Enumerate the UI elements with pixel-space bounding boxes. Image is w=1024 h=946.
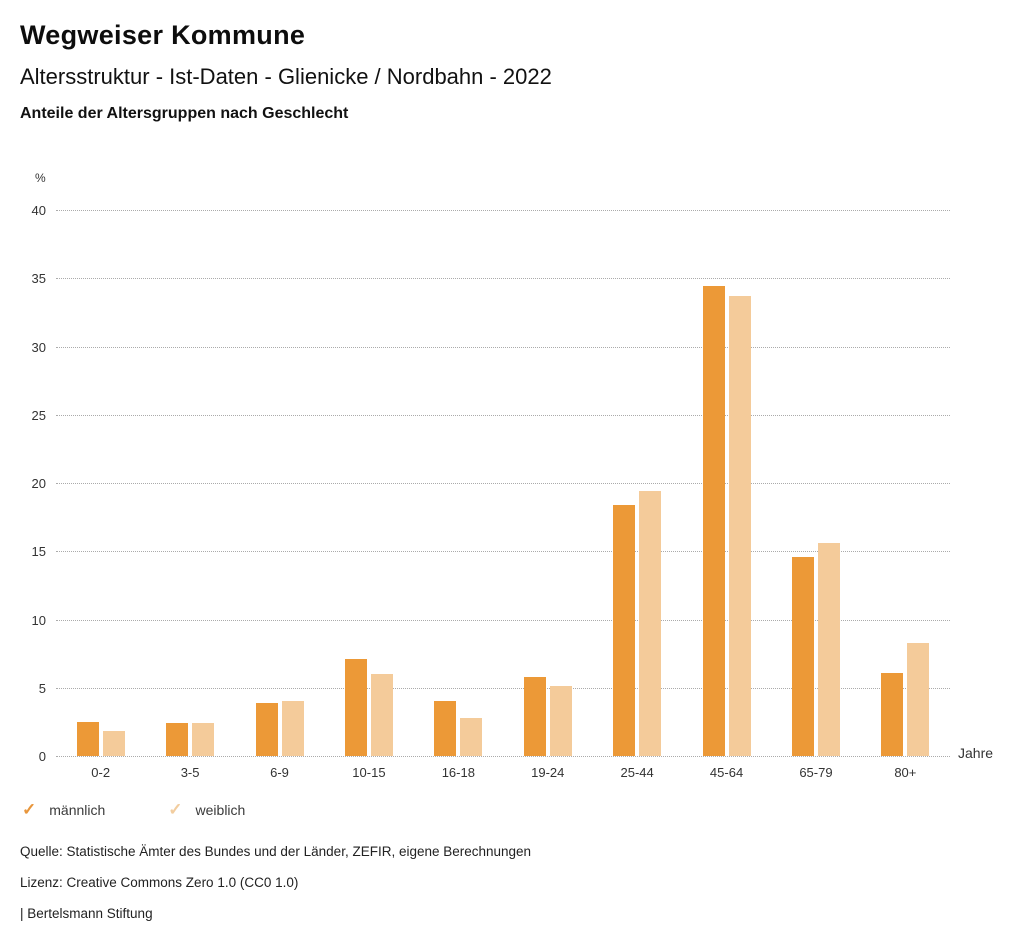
page-title: Wegweiser Kommune bbox=[20, 20, 306, 50]
bar-männlich-10-15[interactable] bbox=[345, 659, 367, 756]
bar-group-0-2 bbox=[56, 210, 145, 780]
gridline-0 bbox=[38, 748, 950, 764]
y-axis-unit-label: % bbox=[35, 171, 46, 185]
bar-group-3-5 bbox=[145, 210, 234, 780]
bar-weiblich-3-5[interactable] bbox=[192, 723, 214, 756]
bar-chart-plot-area bbox=[31, 202, 950, 780]
bar-weiblich-0-2[interactable] bbox=[103, 731, 125, 756]
bar-group-80+ bbox=[861, 210, 950, 780]
bar-männlich-16-18[interactable] bbox=[434, 701, 456, 756]
y-tick-label-5: 5 bbox=[38, 680, 46, 696]
legend-item-weiblich[interactable] bbox=[168, 801, 245, 818]
x-tick-label-10-15: 10-15 bbox=[352, 765, 386, 780]
x-axis-unit-label: Jahre bbox=[958, 745, 994, 761]
legend bbox=[22, 801, 245, 818]
y-tick-label-25: 25 bbox=[31, 407, 46, 423]
bar-weiblich-25-44[interactable] bbox=[639, 491, 661, 756]
bar-männlich-6-9[interactable] bbox=[256, 703, 278, 756]
check-icon: ✓ bbox=[22, 800, 37, 819]
x-tick-label-19-24: 19-24 bbox=[531, 765, 565, 780]
x-tick-label-3-5: 3-5 bbox=[180, 765, 200, 780]
check-icon: ✓ bbox=[168, 800, 183, 819]
bar-group-16-18 bbox=[414, 210, 503, 780]
y-tick-label-10: 10 bbox=[31, 612, 46, 628]
y-tick-label-35: 35 bbox=[31, 271, 46, 286]
bar-männlich-65-79[interactable] bbox=[792, 557, 814, 756]
legend-item-männlich[interactable] bbox=[22, 801, 105, 818]
bar-group-10-15 bbox=[324, 210, 413, 780]
bar-männlich-19-24[interactable] bbox=[524, 677, 546, 756]
y-tick-label-40: 40 bbox=[31, 202, 46, 218]
bar-weiblich-65-79[interactable] bbox=[818, 543, 840, 756]
bar-weiblich-45-64[interactable] bbox=[729, 296, 751, 756]
bar-groups bbox=[56, 210, 950, 780]
bar-group-45-64 bbox=[682, 210, 771, 780]
y-tick-label-20: 20 bbox=[31, 475, 46, 491]
x-tick-label-65-79: 65-79 bbox=[799, 765, 833, 780]
chart-subheading: Anteile der Altersgruppen nach Geschlecht bbox=[20, 105, 349, 122]
bar-group-65-79 bbox=[771, 210, 860, 780]
y-tick-label-15: 15 bbox=[31, 544, 46, 559]
y-tick-label-0: 0 bbox=[38, 748, 46, 764]
chart-subtitle: Altersstruktur - Ist-Daten - Glienicke / Nordbahn - 2022 bbox=[20, 64, 552, 89]
bar-group-25-44 bbox=[592, 210, 681, 780]
x-tick-label-80+: 80+ bbox=[894, 765, 917, 780]
bar-group-19-24 bbox=[503, 210, 592, 780]
x-tick-label-45-64: 45-64 bbox=[709, 765, 744, 780]
bar-männlich-80+[interactable] bbox=[881, 673, 903, 756]
bar-männlich-0-2[interactable] bbox=[77, 722, 99, 756]
bar-männlich-45-64[interactable] bbox=[703, 286, 725, 756]
y-tick-label-30: 30 bbox=[31, 339, 46, 355]
x-tick-label-16-18: 16-18 bbox=[441, 765, 475, 780]
bar-weiblich-19-24[interactable] bbox=[550, 686, 572, 756]
license-note: Lizenz: Creative Commons Zero 1.0 (CC0 1.0) bbox=[20, 875, 299, 890]
attribution-note: | Bertelsmann Stiftung bbox=[20, 906, 153, 921]
x-tick-label-0-2: 0-2 bbox=[91, 765, 111, 780]
bar-group-6-9 bbox=[235, 210, 324, 780]
legend-item-label: männlich bbox=[49, 801, 106, 818]
x-tick-label-6-9: 6-9 bbox=[270, 765, 289, 780]
bar-weiblich-10-15[interactable] bbox=[371, 674, 393, 756]
bar-männlich-25-44[interactable] bbox=[613, 505, 635, 756]
bar-weiblich-16-18[interactable] bbox=[460, 718, 482, 756]
bar-männlich-3-5[interactable] bbox=[166, 723, 188, 756]
source-note: Quelle: Statistische Ämter des Bundes und der Länder, ZEFIR, eigene Berechnungen bbox=[20, 844, 532, 859]
bar-weiblich-6-9[interactable] bbox=[282, 701, 304, 756]
bar-weiblich-80+[interactable] bbox=[907, 643, 929, 756]
legend-item-label: weiblich bbox=[195, 801, 246, 818]
x-tick-label-25-44: 25-44 bbox=[620, 765, 654, 780]
